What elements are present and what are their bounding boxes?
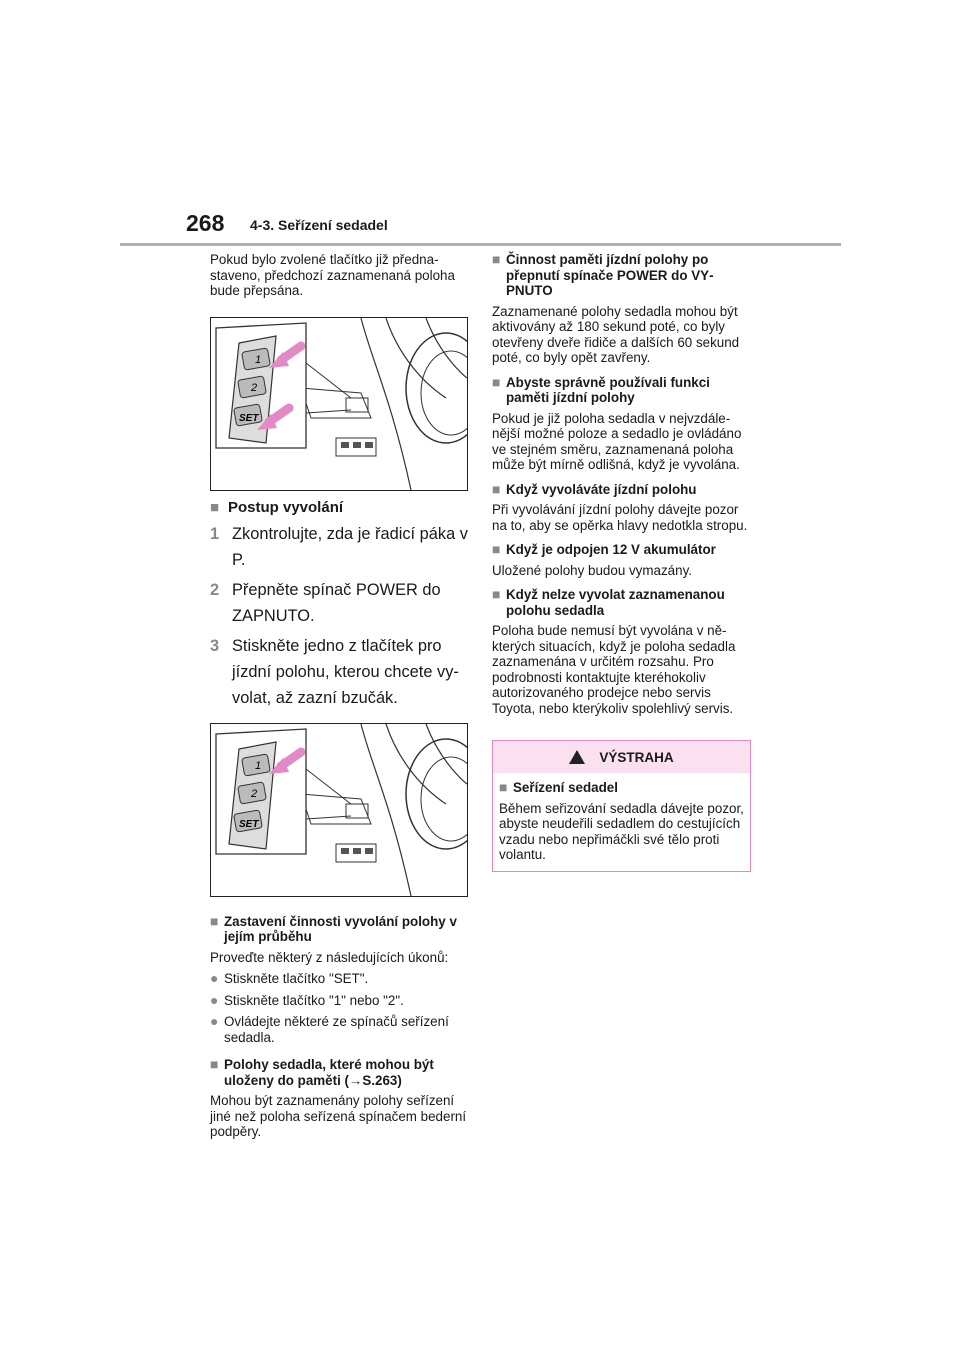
intro-text: Pokud bylo zvolené tlačítko již přednastaveno, předchozí zaznamenaná poloha bude přepsána. [210, 252, 455, 298]
note-section-5 [492, 587, 750, 716]
note-text: Při vyvolávání jízdní polohy dávejte pozor na to, aby se opěrka hlavy nedotkla stropu. [492, 502, 748, 533]
step-3: 3 Stiskněte jedno z tlačítek pro jízdní polohu, kterou chcete vyvolat, až zazní bzučák. [210, 636, 459, 707]
note-text: Poloha bude nemusí být vyvolána v některých situacích, když je poloha sedadla zaznamenána v určitém rozsahu. Pro podrobnosti kontaktujte kteréhokoliv autorizovaného prodejce nebo servis Toyota, nebo kterýkoliv spolehlivý servis. [492, 623, 736, 716]
warning-triangle-icon [569, 750, 585, 764]
warning-heading: ■ Seřízení sedadel [499, 779, 618, 795]
warning-text: Během seřizování sedadla dávejte pozor, abyste neudeřili sedadlem do cestujících vzadu nebo nepřimáčkli své tělo proti volantu. [499, 800, 744, 862]
note-text: Uložené polohy budou vymazány. [492, 562, 692, 578]
figure-illustration [211, 724, 467, 896]
note-heading: ■ Abyste správně používali funkci paměti jízdní polohy [492, 373, 710, 405]
bullet-dot-icon: ● [210, 991, 219, 1008]
warning-header: VÝSTRAHA [493, 741, 750, 773]
left-column [210, 252, 468, 1140]
stop-heading: ■ Zastavení činnosti vyvolání polohy v jejím průběhu [210, 912, 457, 944]
recall-heading: ■ Postup vyvolání [210, 498, 344, 516]
fig2-label-2: 2 [251, 787, 258, 800]
note-heading: ■ Když vyvoláváte jízdní polohu [492, 480, 697, 497]
figure-illustration [211, 318, 467, 490]
note-section-1 [492, 252, 750, 366]
stop-bullet-3: ● Ovládejte některé ze spínačů seřízení sedadla. [210, 1013, 449, 1045]
memory-heading: ■ Polohy sedadla, které mohou být uloženy do paměti (→S.263) [210, 1056, 434, 1088]
memory-text: Mohou být zaznamenány polohy seřízení jiné než poloha seřízená spínačem bederní podpěry. [210, 1093, 467, 1139]
square-marker-icon: ■ [492, 373, 501, 390]
note-heading: ■ Činnost paměti jízdní polohy po přepnutí spínače POWER do VYPNUTO [492, 251, 714, 298]
fig2-label-1: 1 [255, 759, 262, 772]
page-header [0, 0, 960, 250]
fig1-label-2: 2 [251, 381, 258, 394]
square-marker-icon: ■ [492, 251, 501, 267]
square-marker-icon: ■ [210, 912, 219, 929]
note-heading: ■ Když je odpojen 12 V akumulátor [492, 541, 716, 557]
note-section-3 [492, 482, 750, 534]
square-marker-icon: ■ [499, 779, 508, 795]
warning-box [492, 740, 751, 872]
square-marker-icon: ■ [210, 1056, 219, 1072]
section-title: 4-3. Seřízení sedadel [250, 217, 388, 233]
recall-steps [210, 521, 468, 711]
note-text: Zaznamenané polohy sedadla mohou být aktivovány až 180 sekund poté, co byly otevřeny dveře řidiče a dalších 60 sekund poté, co byly opět zavřeny. [492, 303, 740, 365]
square-marker-icon: ■ [492, 480, 501, 497]
step-2: 2 Přepněte spínač POWER do ZAPNUTO. [210, 580, 441, 625]
header-divider [120, 243, 841, 246]
figure-memory-buttons-recall [210, 723, 468, 897]
stop-bullet-2: ● Stiskněte tlačítko "1" nebo "2". [210, 991, 404, 1008]
note-text: Pokud je již poloha sedadla v nejvzdálenější možné poloze a sedadlo je ovládáno ve stejném směru, zaznamenaná poloha může být mírně odlišná, když je vyvolána. [492, 410, 742, 472]
note-section-2 [492, 375, 750, 473]
fig1-label-1: 1 [255, 353, 262, 366]
page-number: 268 [186, 210, 225, 236]
square-marker-icon: ■ [492, 541, 501, 557]
stop-bullet-1: ● Stiskněte tlačítko "SET". [210, 970, 369, 986]
step-1: 1 Zkontrolujte, zda je řadicí páka v P. [210, 524, 468, 569]
square-marker-icon: ■ [210, 498, 220, 516]
square-marker-icon: ■ [492, 586, 501, 602]
stop-intro: Proveďte některý z následujících úkonů: [210, 949, 449, 965]
bullet-dot-icon: ● [210, 1013, 219, 1029]
note-section-4 [492, 542, 750, 578]
figure-memory-buttons-set [210, 317, 468, 491]
fig1-label-set: SET [239, 412, 259, 424]
fig2-label-set: SET [239, 818, 259, 830]
right-column [492, 252, 750, 872]
warning-body [493, 773, 750, 871]
note-heading: ■ Když nelze vyvolat zaznamenanou polohu sedadla [492, 586, 725, 618]
bullet-dot-icon: ● [210, 970, 219, 986]
